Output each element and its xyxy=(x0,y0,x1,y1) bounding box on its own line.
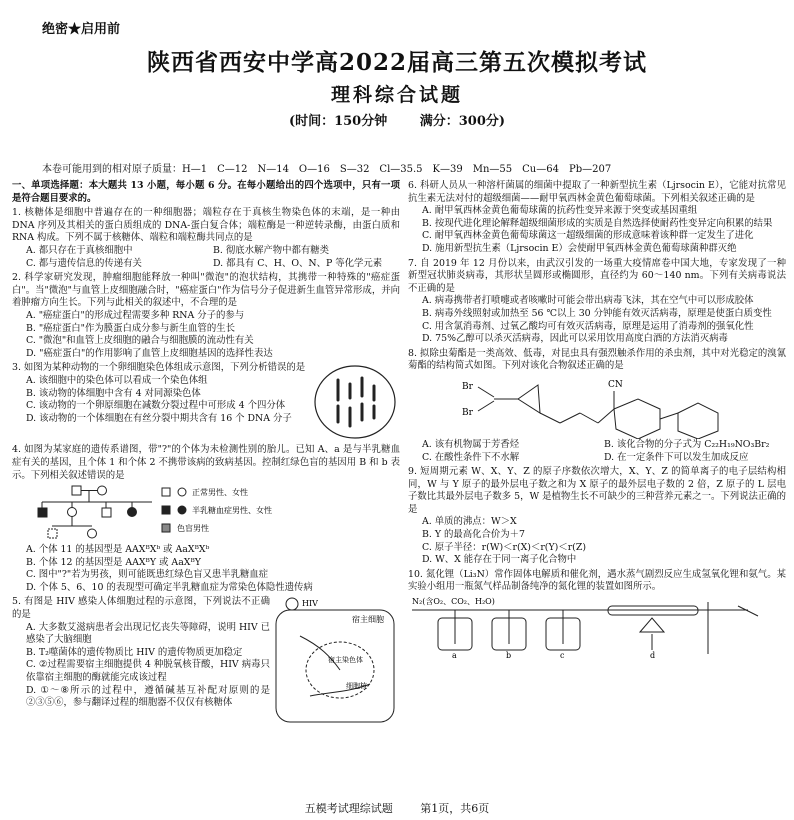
option-row xyxy=(12,245,400,258)
option-c: C. 都与遗传信息的传递有关 xyxy=(26,257,142,269)
legend-galactosemia: 半乳糖血症男性、女性 xyxy=(192,506,272,516)
question-5 xyxy=(12,596,400,726)
option-c: C. 在酸性条件下不水解 xyxy=(422,451,520,463)
full-score: 满分：300分) xyxy=(419,114,506,129)
host-cell-label: 宿主细胞 xyxy=(352,615,384,625)
option-a: A. 病毒携带者打喷嚏或者咳嗽时可能会带出病毒飞沫，其在空气中可以形成胶体 xyxy=(422,295,754,307)
option-b: B. 彻底水解产物中都有糖类 xyxy=(213,244,329,256)
option-a: A. 大多数艾滋病患者会出现记忆丧失等障碍，说明 HIV 已感染了大脑细胞 xyxy=(26,621,270,646)
option-d: D. 施用新型抗生素（Ljrsocin E）会使耐甲氧西林金黄色葡萄球菌种群灭绝 xyxy=(422,242,737,254)
question-2 xyxy=(12,272,400,360)
option-c: C. "微泡"和血管上皮细胞的融合与细胞膜的流动性有关 xyxy=(26,335,254,347)
question-stem: 7. 自 2019 年 12 月份以来，由武汉引发的一场重大疫情席卷中国大地，专家发现了一种新型冠状肺炎病毒，其形状呈圆形或椭圆形，直径约为 60～140 nm。下列有关病毒说法不正确的是 xyxy=(408,257,786,294)
question-1 xyxy=(12,207,400,270)
question-10 xyxy=(408,569,786,658)
option-row xyxy=(12,258,400,271)
question-9 xyxy=(408,466,786,567)
question-3 xyxy=(12,362,400,442)
legend-colorblind: 色盲男性 xyxy=(177,524,209,534)
option-d: D. 在一定条件下可以发生加成反应 xyxy=(604,451,749,463)
option-a: A. 单质的沸点：W＞X xyxy=(422,516,517,528)
option-row xyxy=(408,439,786,452)
option-c: C. 该动物的一个卵原细胞在减数分裂过程中可形成 4 个四分体 xyxy=(26,400,286,412)
option-b: B. 按现代进化理论解释超级细菌形成的实质是自然选择使耐药性变异定向积累的结果 xyxy=(422,217,773,229)
question-stem: 3. 如图为某种动物的一个卵细胞染色体组成示意图，下列分析错误的是 xyxy=(12,362,306,374)
option-d: D. 75%乙醇可以杀灭活病毒，因此可以采用饮用高度白酒的方法消灭病毒 xyxy=(422,333,728,345)
bottle-a-label: a xyxy=(452,651,457,659)
option-a: A. 耐甲氧西林金黄色葡萄球菌的抗药性变异来源于突变或基因重组 xyxy=(422,205,698,217)
deltamethrin-structure xyxy=(448,373,748,439)
footer-page-number: 第1页，共6页 xyxy=(420,802,490,815)
time-limit: (时间：150分钟 xyxy=(288,114,388,129)
gas-inlet-label: N₂(含O₂、CO₂、H₂O) xyxy=(412,597,495,607)
br-label-bottom: Br xyxy=(462,407,473,418)
right-column xyxy=(408,180,786,660)
cn-label: CN xyxy=(608,379,623,390)
exam-title: 陕西省西安中学高2022届高三第五次模拟考试 xyxy=(146,49,647,76)
exam-subtitle: 理科综合试题 xyxy=(330,84,463,106)
option-d: D. 该动物的一个体细胞在有丝分裂中期共含有 16 个 DNA 分子 xyxy=(26,412,292,424)
footer-exam-name: 五模考试理综试题 xyxy=(304,802,393,815)
option-c: C. 原子半径：r(W)＜r(X)＜r(Y)＜r(Z) xyxy=(422,541,586,553)
option-b: B. T₂噬菌体的遗传物质比 HIV 的遗传物质更加稳定 xyxy=(26,646,243,658)
option-c: C. 图中"?"若为男孩，则可能既患红绿色盲又患半乳糖血症 xyxy=(26,569,269,581)
option-a: A. 该有机物属于芳香烃 xyxy=(422,438,520,450)
option-b: B. Y 的最高化合价为＋7 xyxy=(422,529,525,541)
atomic-masses: 本卷可能用到的相对原子质量：H—1 C—12 N—14 O—16 S—32 Cl—35.5 K—39 Mn—55 Cu—64 Pb—207 xyxy=(42,164,612,175)
option-a: A. 都只存在于真核细胞中 xyxy=(26,244,133,256)
egg-cell-chromosome-figure xyxy=(310,362,400,442)
bottle-b-label: b xyxy=(506,651,512,659)
option-d: D. W、X 能存在于同一离子化合物中 xyxy=(422,554,577,566)
question-stem: 4. 如图为某家庭的遗传系谱图，带"?"的个体为未检测性别的胎儿。已知 A、a 是与半乳糖血症有关的基因，且个体 1 和个体 2 不携带该病的致病基因。控制红绿色盲的基因用 B 和 b 表示。下列相关叙述错误的是 xyxy=(12,444,400,481)
left-column xyxy=(12,180,400,728)
confidential-mark: 绝密★启用前 xyxy=(42,22,121,37)
page-footer xyxy=(0,800,794,816)
lithium-nitride-apparatus xyxy=(408,594,778,658)
legend-normal: 正常男性、女性 xyxy=(192,488,248,498)
section-heading: 一、单项选择题：本大题共 13 小题，每小题 6 分。在每小题给出的四个选项中，只有一项是符合题目要求的。 xyxy=(12,180,400,204)
option-d: D. 个体 5、6、10 的表现型可确定半乳糖血症为常染色体隐性遗传病 xyxy=(26,581,313,593)
option-c: C. 耐甲氧西林金黄色葡萄球菌这一超级细菌的形成意味着该种群一定发生了进化 xyxy=(422,230,754,242)
option-a: A. 该细胞中的染色体可以看成一个染色体组 xyxy=(26,374,208,386)
option-c: C. 用含氯消毒剂、过氧乙酸均可有效灭活病毒，原理是运用了消毒剂的强氧化性 xyxy=(422,320,754,332)
option-d: D. 都具有 C、H、O、N、P 等化学元素 xyxy=(213,257,383,269)
question-6 xyxy=(408,180,786,256)
question-stem: 8. 拟除虫菊酯是一类高效、低毒，对昆虫具有强烈触杀作用的杀虫剂，其中对光稳定的溴氰菊酯的结构简式如图。下列对该化合物叙述正确的是 xyxy=(408,347,786,372)
question-stem: 10. 氮化锂（Li₃N）常作固体电解质和催化剂，遇水蒸气剧烈反应生成氢氧化锂和氨气。某实验小组用一瓶氮气样品制备纯净的氮化锂的装置如图所示。 xyxy=(408,568,786,593)
option-b: B. 该化合物的分子式为 C₂₂H₁₉NO₃Br₂ xyxy=(604,438,770,450)
host-chromosome-label: 宿主染色体 xyxy=(328,656,363,665)
hiv-label: HIV xyxy=(302,599,318,609)
exam-meta xyxy=(0,110,794,129)
question-stem: 5. 有图是 HIV 感染人体细胞过程的示意图，下列说法不正确的是 xyxy=(12,596,270,621)
question-stem: 9. 短周期元素 W、X、Y、Z 的原子序数依次增大，X、Y、Z 的简单离子的电子层结构相同，W 与 Y 原子的最外层电子数之和为 X 原子的最外层电子数的 2 倍，Z 原子的 L 层电子数比其最外层电子数多 5，W 是植物生长不可缺少的三种营养元素之一。下列说法正确的是 xyxy=(408,466,786,515)
bottle-c-label: c xyxy=(560,651,565,659)
option-b: B. 病毒外线照射或加热至 56 ℃以上 30 分钟能有效灭活病毒，原理是使蛋白质变性 xyxy=(422,307,772,319)
option-b: B. 该动物的体细胞中含有 4 对同源染色体 xyxy=(26,387,201,399)
question-4 xyxy=(12,444,400,594)
question-stem: 2. 科学家研究发现，肿瘤细胞能释放一种叫"微泡"的泡状结构，其携带一种特殊的"癌症蛋白"。当"微泡"与血管上皮细胞融合时，"癌症蛋白"作为信号分子促进新生血管异常形成，并向着肿瘤方向生长。下列与此相关的叙述中，不合理的是 xyxy=(12,272,400,309)
question-8 xyxy=(408,348,786,464)
option-row xyxy=(408,452,786,465)
option-b: B. "癌症蛋白"作为膜蛋白成分参与新生血管的生长 xyxy=(26,322,235,334)
question-7 xyxy=(408,258,786,346)
nucleus-label: 细胞核 xyxy=(346,682,367,691)
hiv-infection-figure xyxy=(270,596,400,726)
pedigree-chart xyxy=(12,482,272,544)
question-stem: 6. 科研人员从一种溶杆菌属的细菌中提取了一种新型抗生素（Ljrsocin E），它能对抗常见抗生素无法对付的超级细菌——耐甲氧西林金黄色葡萄球菌。下列相关叙述正确的是 xyxy=(408,180,786,204)
br-label-top: Br xyxy=(462,381,473,392)
option-a: A. 个体 11 的基因型是 AAXᴮXᵇ 或 AaXᴮXᵇ xyxy=(26,544,210,556)
option-c: C. ②过程需要宿主细胞提供 4 种脱氧核苷酸，HIV 病毒只依靠宿主细胞的酶就能完成该过程 xyxy=(26,659,270,684)
option-b: B. 个体 12 的基因型是 AAXᴮY 或 AaXᴮY xyxy=(26,556,201,568)
option-a: A. "癌症蛋白"的形成过程需要多种 RNA 分子的参与 xyxy=(26,309,245,321)
option-d: D. "癌症蛋白"的作用影响了血管上皮细胞基因的选择性表达 xyxy=(26,347,273,359)
tube-d-label: d xyxy=(650,651,656,659)
option-d: D. ①～⑧所示的过程中，遵循碱基互补配对原则的是②③⑤⑥，参与翻译过程的细胞器不仅仅有核糖体 xyxy=(26,684,270,709)
question-stem: 1. 核糖体是细胞中普遍存在的一种细胞器；端粒存在于真核生物染色体的末端，是一种由 DNA 序列及其相关的蛋白质组成的 DNA-蛋白复合体；端粒酶是一种逆转录酶，由蛋白质和 RNA 构成。下列不属于核糖体、端粒和端粒酶共同点的是 xyxy=(12,207,400,244)
